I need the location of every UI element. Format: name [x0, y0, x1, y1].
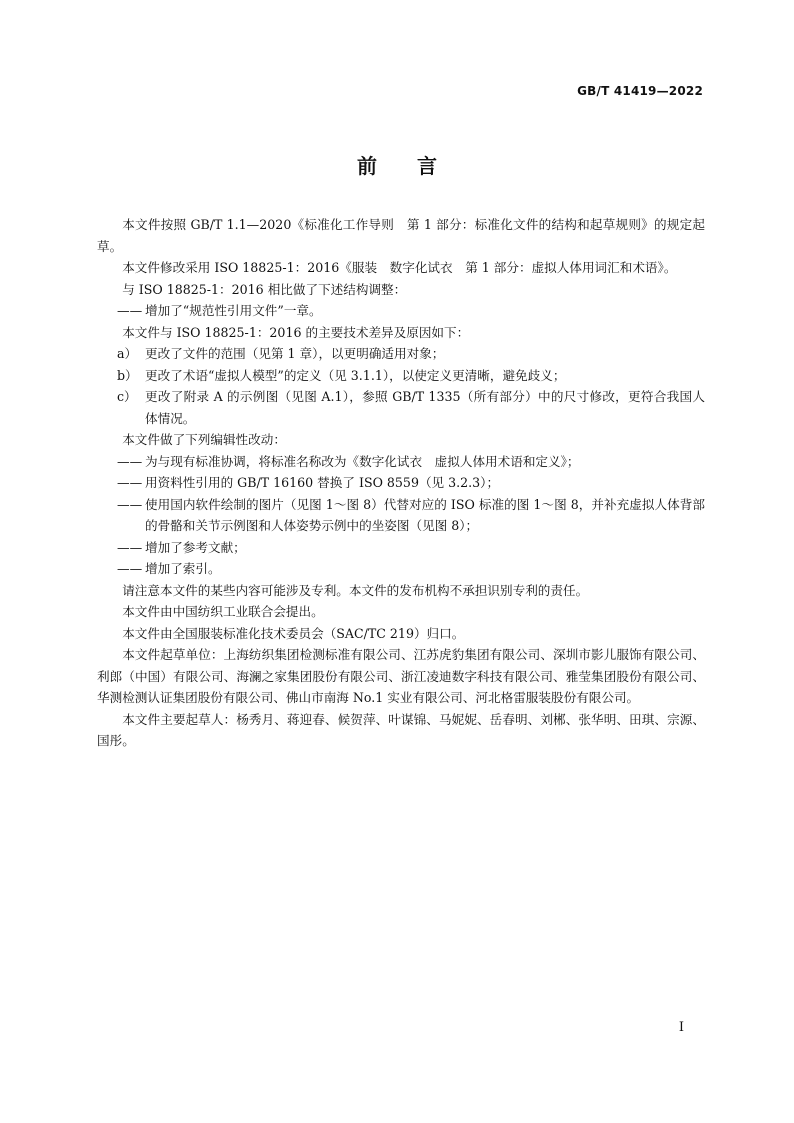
title-char-2: 言 [417, 154, 437, 178]
paragraph-adoption: 本文件修改采用 ISO 18825-1：2016《服装 数字化试衣 第 1 部分：虚拟人体用词汇和术语》。 [122, 260, 677, 275]
item-text: 更改了文件的范围（见第 1 章），以更明确适用对象； [145, 346, 445, 361]
foreword-body [97, 214, 705, 752]
editorial-change-text: 用资料性引用的 GB/T 16160 替换了 ISO 8559（见 3.2.3）； [145, 475, 500, 490]
paragraph-proposed-by: 本文件由中国纺织工业联合会提出。 [122, 604, 324, 619]
paragraph-patent-notice: 请注意本文件的某些内容可能涉及专利。本文件的发布机构不承担识别专利的责任。 [122, 582, 589, 598]
title-char-1: 前 [357, 154, 377, 178]
structure-change-item [97, 300, 705, 322]
page-title [0, 150, 794, 179]
difference-item-a [97, 343, 705, 365]
editorial-change-item [97, 558, 705, 580]
dash-marker: —— [117, 303, 143, 318]
paragraph-drafting-rules: 本文件按照 GB/T 1.1—2020《标准化工作导则 第 1 部分：标准化文件的结构和起草规则》的规定起草。 [97, 217, 705, 254]
item-text: 更改了术语“虚拟人模型”的定义（见 3.1.1），以使定义更清晰，避免歧义； [145, 367, 566, 383]
page-number: I [678, 1020, 684, 1035]
editorial-change-item [97, 472, 705, 494]
item-marker: c） [117, 389, 137, 404]
item-text: 更改了附录 A 的示例图（见图 A.1），参照 GB/T 1335（所有部分）中的尺寸修改，更符合我国人体情况。 [145, 389, 705, 426]
dash-marker: —— [117, 453, 143, 469]
editorial-change-text: 为与现有标准协调，将标准名称改为《数字化试衣 虚拟人体用术语和定义》； [145, 453, 580, 469]
editorial-change-item [97, 537, 705, 559]
standard-code: GB/T 41419—2022 [577, 84, 703, 98]
paragraph-responsible-committee: 本文件由全国服装标准化技术委员会（SAC/TC 219）归口。 [122, 625, 465, 641]
editorial-change-text: 使用国内软件绘制的图片（见图 1～图 8）代替对应的 ISO 标准的图 1～图 8，并补充虚拟人体背部的骨骼和关节示例图和人体姿势示例中的坐姿图（见图 8）； [145, 496, 705, 533]
editorial-change-text: 增加了参考文献； [145, 539, 246, 555]
paragraph-editorial-changes: 本文件做了下列编辑性改动： [122, 432, 286, 447]
paragraph-drafting-units: 本文件起草单位：上海纺织集团检测标准有限公司、江苏虎豹集团有限公司、深圳市影儿服饰有限公司、利郎（中国）有限公司、海澜之家集团股份有限公司、浙江凌迪数字科技有限公司、雅莹集团股份有限公司、华测检测认证集团股份有限公司、佛山市南海 No.1 实业有限公司、河北格雷服装股份有限公司。 [97, 647, 705, 705]
item-marker: b） [117, 367, 138, 383]
dash-marker: —— [117, 475, 143, 490]
editorial-change-item [97, 451, 705, 473]
editorial-change-item [97, 494, 705, 537]
structure-change-text: 增加了“规范性引用文件”一章。 [145, 303, 322, 318]
difference-item-c [97, 386, 705, 429]
paragraph-drafters: 本文件主要起草人：杨秀月、蒋迎春、候贺萍、叶谋锦、马妮妮、岳春明、刘郴、张华明、田琪、宗源、国彤。 [97, 711, 705, 748]
paragraph-structure-changes: 与 ISO 18825-1：2016 相比做了下述结构调整： [122, 281, 407, 297]
difference-item-b [97, 365, 705, 387]
dash-marker: —— [117, 539, 143, 555]
item-marker: a） [117, 346, 138, 361]
paragraph-technical-differences: 本文件与 ISO 18825-1：2016 的主要技术差异及原因如下： [122, 324, 470, 340]
dash-marker: —— [117, 496, 143, 512]
dash-marker: —— [117, 561, 143, 576]
editorial-change-text: 增加了索引。 [145, 561, 221, 576]
